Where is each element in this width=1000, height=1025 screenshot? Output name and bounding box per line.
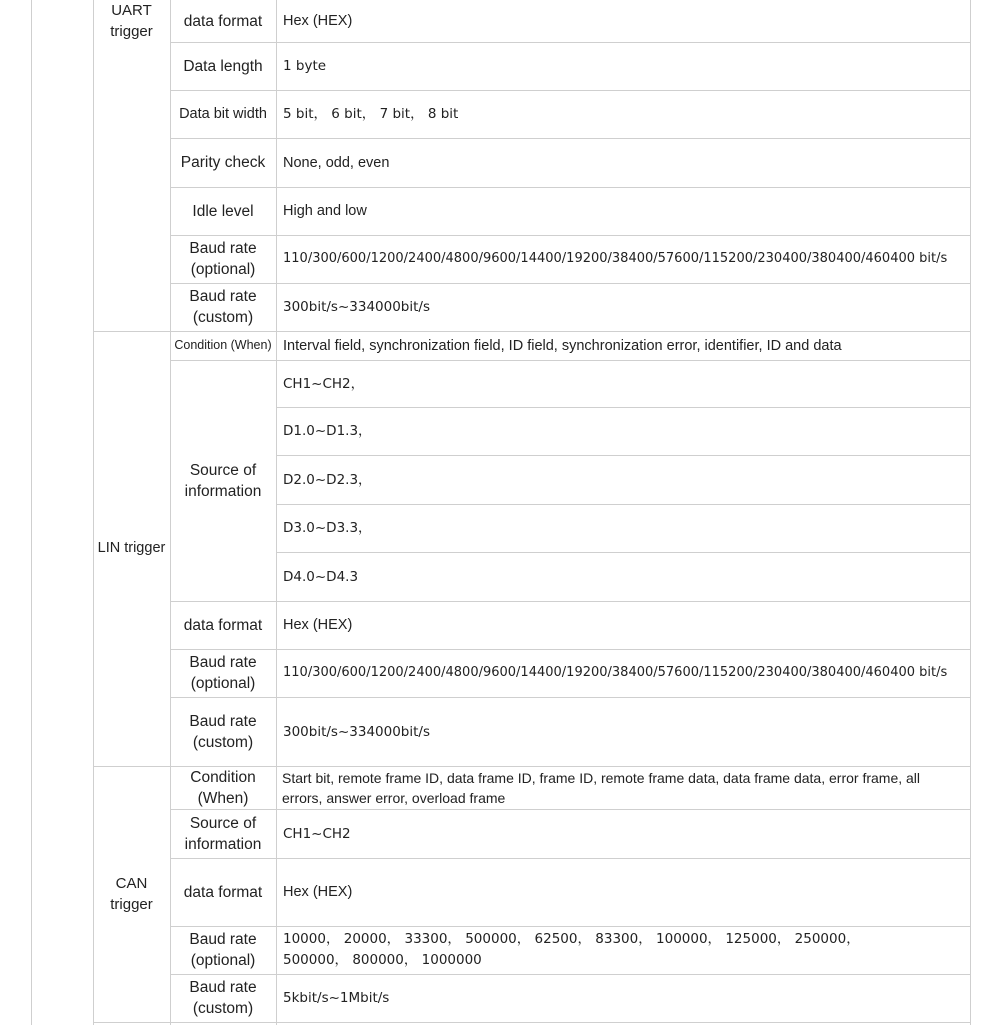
can-value-data-format: Hex (HEX) bbox=[283, 884, 353, 900]
table-border-left bbox=[31, 0, 32, 1025]
table-border-right bbox=[970, 0, 971, 1025]
group-uart-trigger bbox=[93, 0, 170, 42]
group-label: CAN trigger bbox=[110, 875, 153, 913]
uart-value-data-format: Hex (HEX) bbox=[283, 13, 353, 29]
lin-value-baud-optional: 110/300/600/1200/2400/4800/9600/14400/19200/38400/57600/115200/230400/380400/460400 bit/s bbox=[283, 665, 948, 680]
lin-value-data-format: Hex (HEX) bbox=[283, 617, 353, 633]
uart-value-data-length: 1 byte bbox=[283, 58, 327, 74]
lin-value-source-d4: D4.0~D4.3 bbox=[283, 568, 359, 585]
lin-value-source-ch: CH1~CH2， bbox=[283, 375, 365, 392]
uart-value-data-bit-width: 5 bit， 6 bit， 7 bit， 8 bit bbox=[283, 106, 459, 122]
lin-label-source: Source of information bbox=[184, 461, 262, 500]
uart-value-baud-custom: 300bit/s~334000bit/s bbox=[283, 299, 431, 315]
lin-label-data-format: data format bbox=[183, 616, 263, 634]
uart-label-idle-level: Idle level bbox=[192, 202, 254, 220]
can-label-baud-optional: Baud rate (optional) bbox=[189, 931, 257, 969]
can-value-source: CH1~CH2 bbox=[283, 825, 351, 842]
can-value-baud-custom: 5kbit/s~1Mbit/s bbox=[283, 990, 390, 1006]
lin-label-baud-optional: Baud rate (optional) bbox=[189, 654, 257, 692]
can-value-baud-optional: 10000， 20000， 33300， 500000， 62500， 83300， 100000， 125000， 250000， 500000， 800000， 1000000 bbox=[283, 931, 860, 968]
group-label: LIN trigger bbox=[97, 540, 166, 556]
can-label-data-format: data format bbox=[183, 883, 263, 901]
can-value-condition: Start bit, remote frame ID, data frame ID, frame ID, remote frame data, data frame data, error frame, all errors, answer error, overload frame bbox=[282, 769, 921, 806]
uart-label-parity-check: Parity check bbox=[180, 154, 266, 171]
can-label-condition: Condition (When) bbox=[190, 768, 256, 807]
lin-value-baud-custom: 300bit/s~334000bit/s bbox=[283, 723, 431, 740]
uart-label-data-bit-width: Data bit width bbox=[179, 105, 267, 122]
group-can-trigger bbox=[93, 766, 170, 1022]
uart-label-baud-optional: Baud rate (optional) bbox=[189, 240, 257, 278]
can-label-source: Source of information bbox=[184, 814, 262, 853]
lin-label-baud-custom: Baud rate (custom) bbox=[189, 712, 257, 751]
lin-value-condition: Interval field, synchronization field, ID field, synchronization error, identifier, ID and data bbox=[283, 337, 842, 354]
uart-value-parity-check: None, odd, even bbox=[283, 154, 390, 171]
uart-label-data-length: Data length bbox=[183, 57, 263, 75]
lin-label-condition: Condition (When) bbox=[174, 338, 272, 352]
uart-label-baud-custom: Baud rate (custom) bbox=[189, 288, 257, 326]
lin-value-source-d3: D3.0~D3.3， bbox=[283, 520, 372, 536]
group-label: UART trigger bbox=[110, 2, 153, 40]
lin-value-source-d2: D2.0~D2.3， bbox=[283, 471, 372, 488]
lin-value-source-d1: D1.0~D1.3， bbox=[283, 423, 372, 439]
uart-value-idle-level: High and low bbox=[283, 203, 367, 219]
can-label-baud-custom: Baud rate (custom) bbox=[189, 979, 257, 1017]
section-divider bbox=[93, 1022, 971, 1023]
group-lin-trigger bbox=[93, 331, 170, 766]
uart-value-baud-optional: 110/300/600/1200/2400/4800/9600/14400/19200/38400/57600/115200/230400/380400/460400 bit/s bbox=[283, 251, 948, 266]
uart-label-data-format: data format bbox=[183, 12, 263, 30]
